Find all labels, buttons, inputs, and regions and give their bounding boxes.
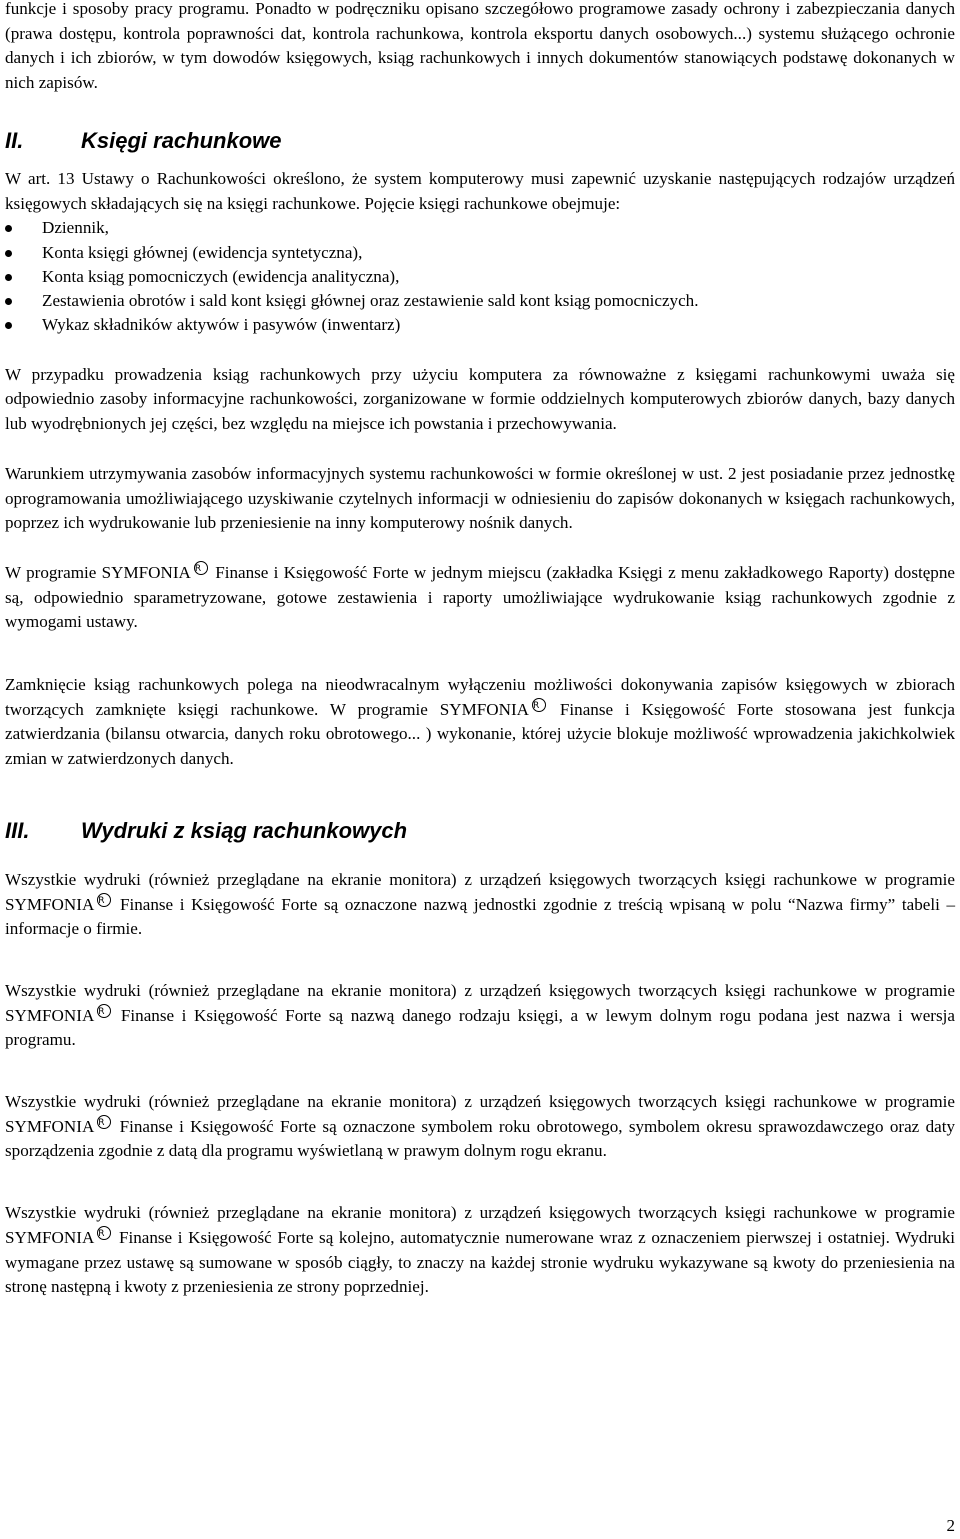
document-page: [5, 0, 955, 1300]
paragraph: W przypadku prowadzenia ksiąg rachunkowych przy użyciu komputera za równoważne z księgami rachunkowymi uważa się odpowiednio zasoby informacyjne rachunkowości, zorganizowane w formie oddzielnych komputerowych zbiorów danych, bazy danych lub wyodrębnionych jej części, bez względu na miejsce ich powstania i przechowywania.: [5, 364, 955, 434]
section-number: III.: [5, 817, 30, 843]
bullet-icon: [5, 250, 12, 257]
list-item: Konta księgi głównej (ewidencja syntetyczna),: [5, 241, 955, 265]
registered-icon: R: [97, 893, 111, 907]
section-number: II.: [5, 127, 24, 153]
bullet-icon: [5, 225, 12, 232]
list-item: Konta ksiąg pomocniczych (ewidencja analityczna),: [5, 265, 955, 289]
registered-icon: R: [97, 1004, 111, 1018]
paragraph: Wszystkie wydruki (również przeglądane na ekranie monitora) z urządzeń księgowych tworzących księgi rachunkowe w programie SYMFONIA R Finanse i Księgowość Forte są nazwą danego rodzaju księgi, a w lewym dolnym rogu podana jest nazwa i wersja programu.: [5, 980, 955, 1050]
registered-icon: R: [532, 698, 546, 712]
list-item: Zestawienia obrotów i sald kont księgi głównej oraz zestawienie sald kont ksiąg pomocniczych.: [5, 289, 955, 313]
registered-icon: R: [97, 1115, 111, 1129]
section2-intro: W art. 13 Ustawy o Rachunkowości określono, że system komputerowy musi zapewnić uzyskanie następujących rodzajów urządzeń księgowych składających się na księgi rachunkowe. Pojęcie księgi rachunkowe obejmuje:: [5, 168, 955, 213]
paragraph: Wszystkie wydruki (również przeglądane na ekranie monitora) z urządzeń księgowych tworzących księgi rachunkowe w programie SYMFONIA R Finanse i Księgowość Forte są oznaczone nazwą jednostki zgodnie z treścią wpisaną w polu “Nazwa firmy” tabeli – informacje o firmie.: [5, 869, 955, 939]
section-heading-wydruki: [5, 817, 955, 845]
paragraph: Wszystkie wydruki (również przeglądane na ekranie monitora) z urządzeń księgowych tworzących księgi rachunkowe w programie SYMFONIA R Finanse i Księgowość Forte są oznaczone symbolem roku obrotowego, symbolem okresu sprawozdawczego oraz daty sporządzenia zgodnie z datą dla programu wyświetlaną w prawym dolnym rogu ekranu.: [5, 1092, 955, 1161]
bullet-list: [5, 216, 955, 337]
paragraph: Warunkiem utrzymywania zasobów informacyjnych systemu rachunkowości w formie określonej w ust. 2 jest posiadanie przez jednostkę oprogramowania umożliwiającego uzyskiwanie czytelnych informacji w odniesieniu do zapisów dokonanych w księgach rachunkowych, poprzez ich wydrukowanie lub przeniesienie na inny komputerowy nośnik danych.: [5, 463, 955, 533]
paragraph: Zamknięcie ksiąg rachunkowych polega na nieodwracalnym wyłączeniu możliwości dokonywania zapisów księgowych w zbiorach tworzących zamknięte księgi rachunkowe. W programie SYMFONIA R Finanse i Księgowość Forte stosowana jest funkcja zatwierdzania (bilansu otwarcia, danych roku obrotowego... ) wykonanie, której użycie blokuje możliwość wprowadzenia jakichkolwiek zmian w zatwierdzonych danych.: [5, 675, 955, 769]
paragraph: Wszystkie wydruki (również przeglądane na ekranie monitora) z urządzeń księgowych tworzących księgi rachunkowe w programie SYMFONIA R Finanse i Księgowość Forte są kolejno, automatycznie numerowane wraz z oznaczeniem pierwszej i ostatniej. Wydruki wymagane przez ustawę są sumowane w sposób ciągły, to znaczy na każdej stronie wydruku wykazywane są kwoty do przeniesienia na stronę następną i kwoty z przeniesienia ze strony poprzedniej.: [5, 1203, 955, 1297]
list-item: Dziennik,: [5, 216, 955, 240]
section-heading-ksiegi: [5, 127, 955, 155]
bullet-icon: [5, 322, 12, 329]
section-title: Księgi rachunkowe: [81, 127, 282, 153]
registered-icon: R: [97, 1226, 111, 1240]
intro-paragraph: funkcje i sposoby pracy programu. Ponadto w podręczniku opisano szczegółowo programowe zasady ochrony i zabezpieczania danych (prawa dostępu, kontrola poprawności dat, kontrola rachunkowa, kontrola eksportu danych osobowych...) systemu służącego ochronie danych i ich zbiorów, w tym dowodów księgowych, ksiąg rachunkowych i innych dokumentów stanowiących podstawę dokonanych w nich zapisów.: [5, 0, 955, 93]
registered-icon: R: [194, 561, 208, 575]
bullet-icon: [5, 274, 12, 281]
list-item: Wykaz składników aktywów i pasywów (inwentarz): [5, 313, 955, 337]
page-number: 2: [946, 1516, 955, 1535]
bullet-icon: [5, 298, 12, 305]
section-title: Wydruki z ksiąg rachunkowych: [81, 817, 408, 843]
paragraph: W programie SYMFONIA R Finanse i Księgowość Forte w jednym miejscu (zakładka Księgi z menu zakładkowego Raporty) dostępne są, odpowiednio sparametryzowane, gotowe zestawienia i raporty umożliwiające wydrukowanie ksiąg rachunkowych zgodnie z wymogami ustawy.: [5, 562, 955, 632]
